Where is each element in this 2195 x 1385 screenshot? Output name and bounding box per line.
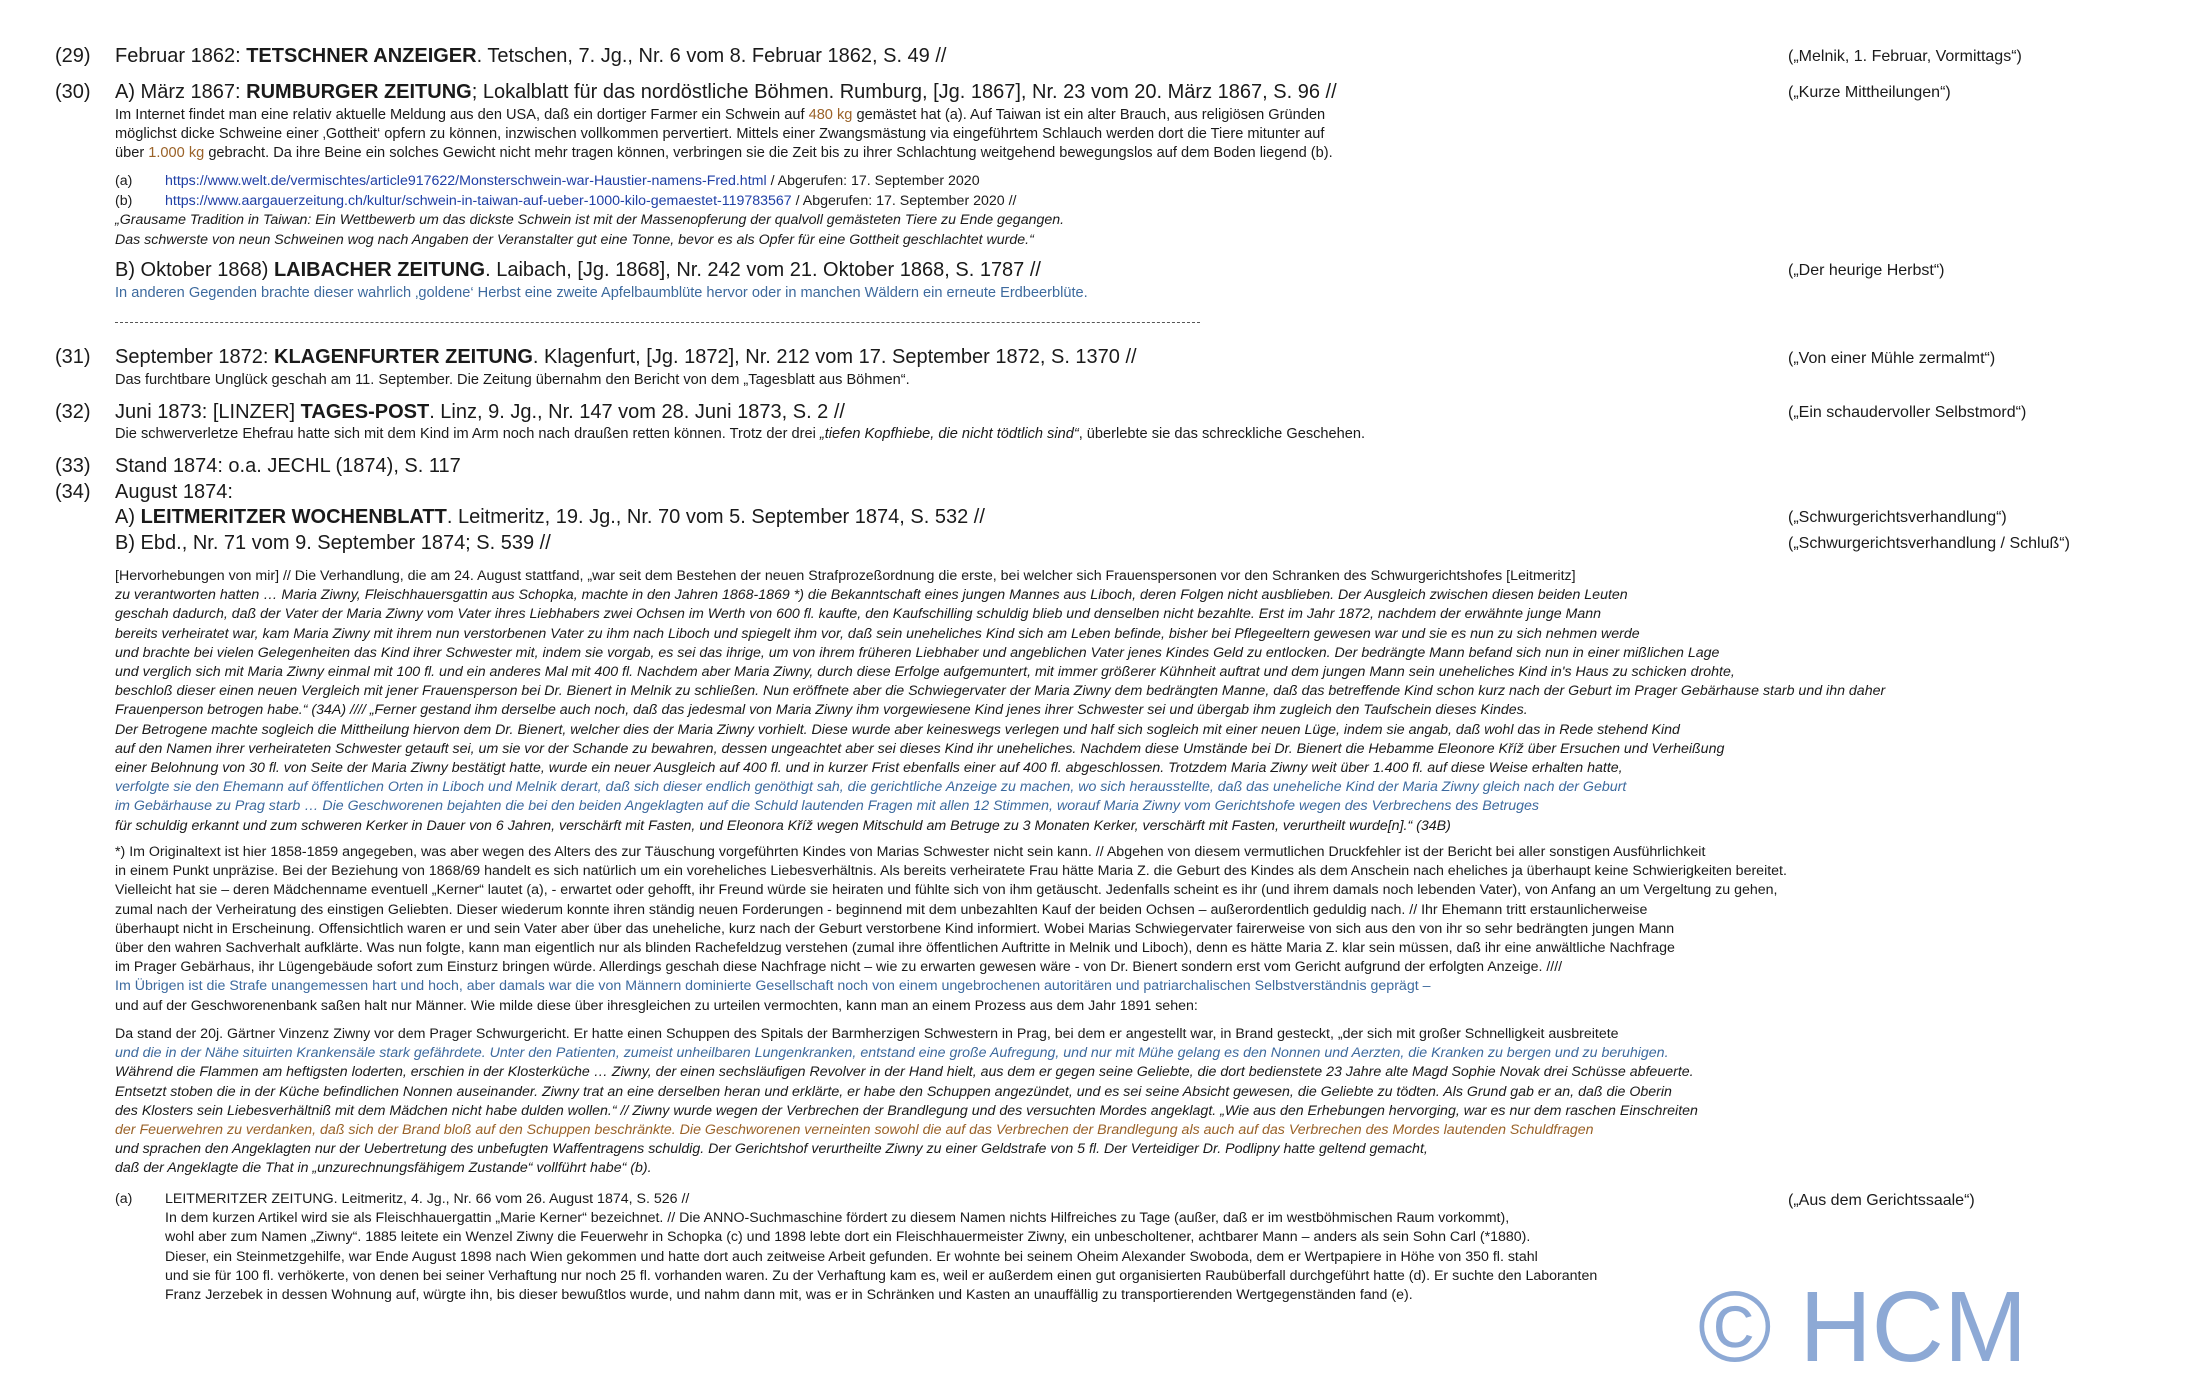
reference-link[interactable]: https://www.welt.de/vermischtes/article917622/Monsterschwein-war-Haustier-namens-Fred.html <box>165 173 767 189</box>
text-line: und verglich sich mit Maria Ziwny einmal mit 100 fl. und ein anderes Mal mit 400 fl. Nachdem aber Maria Ziwny, durch diese Erfolge aufgemuntert, mit immer größerer Kühnheit auftrat und dem jungen Mann sein uneheliches Kind in's Haus zu schicken drohte, <box>115 664 1735 681</box>
text-line: im Gebärhause zu Prag starb … Die Geschworenen bejahten die bei den beiden Angeklagten auf die Schuld lautenden Fragen mit allen 12 Stimmen, worauf Maria Ziwny vom Gerichtshofe wegen des Verbrechens des Betruges <box>115 798 1540 815</box>
footnote-label: (a) <box>115 1191 133 1207</box>
text-line: Während die Flammen am heftigsten loderten, erschien in der Klosterküche … Ziwny, der einen sechsläufigen Revolver in der Hand hielt, aus dem er gegen seine Geliebte, die dort bedienstete 23 Jahre alte Magd Sophie Novak drei Schüsse abfeuerte. <box>115 1064 1694 1081</box>
text-line: Da stand der 20j. Gärtner Vinzenz Ziwny vor dem Prager Schwurgericht. Er hatte einen Schuppen des Spitals der Barmherzigen Schwestern in Prag, bei dem er angestellt war, in Brand gesteckt, „der sich mit großer Schnelligkeit ausbreitete <box>115 1026 1619 1042</box>
reference-link[interactable]: https://www.aargauerzeitung.ch/kultur/schwein-in-taiwan-auf-ueber-1000-kilo-gemaestet-119783567 <box>165 192 792 209</box>
article-title: („Kurze Mittheilungen“) <box>1788 84 1951 101</box>
entry-body: Das furchtbare Unglück geschah am 11. September. Die Zeitung übernahm den Bericht von dem „Tagesblatt aus Böhmen“. <box>115 372 910 388</box>
text-line: überhaupt nicht in Erscheinung. Offensichtlich waren er und sein Vater aber über das uneheliche, kurz nach der Geburt verstorbene Kind informiert. Wobei Marias Schwiegervater fairerweise von sich aus den von ihr so sehr bedrängten jungen Mann <box>115 920 1675 937</box>
article-title: („Der heurige Herbst“) <box>1788 262 1945 279</box>
entry-number: (29) <box>55 45 91 67</box>
entry-heading: A) März 1867: RUMBURGER ZEITUNG; Lokalblatt für das nordöstliche Böhmen. Rumburg, [Jg. 1867], Nr. 23 vom 20. März 1867, S. 96 // <box>115 81 1337 103</box>
text-line: und sie für 100 fl. verhökerte, von denen bei seiner Verhaftung nur noch 25 fl. vorhanden waren. Zu der Verhaftung kam es, weil er außerdem einen gut organisierten Raubüberfall durchgeführt hatte (d). Er suchte den Laboranten <box>165 1267 1598 1284</box>
article-title: („Ein schaudervoller Selbstmord“) <box>1788 404 2027 421</box>
newspaper-title: LEITMERITZER WOCHENBLATT <box>140 506 447 528</box>
court-report <box>115 567 1885 836</box>
text-line: Frauenperson betrogen habe.“ (34A) //// „Ferner gestand ihm derselbe auch noch, daß das jedesmal von Maria Ziwny ihm vorgewiesene Kind jenes ihrer Schwester sei und übergab ihm zugleich den Taufschein dieses Kindes. <box>115 702 1528 719</box>
quote-line: „Grausame Tradition in Taiwan: Ein Wettbewerb um das dickste Schwein ist mit der Massenopferung der qualvoll gemästeten Tiere zu Ende gegangen. <box>115 212 1065 228</box>
newspaper-title: RUMBURGER ZEITUNG <box>246 81 472 103</box>
entry-heading: Februar 1862: TETSCHNER ANZEIGER. Tetschen, 7. Jg., Nr. 6 vom 8. Februar 1862, S. 49 // <box>115 45 947 67</box>
text-line: [Hervorhebungen von mir] // Die Verhandlung, die am 24. August stattfand, „war seit dem Bestehen der neuen Strafprozeßordnung die erste, bei welcher sich Frauenspersonen vor den Schranken des Schwurgerichtshofes [Leitmeritz] <box>115 568 1576 584</box>
entry-heading: Juni 1873: [LINZER] TAGES-POST. Linz, 9. Jg., Nr. 147 vom 28. Juni 1873, S. 2 // <box>115 401 845 423</box>
article-title: („Von einer Mühle zermalmt“) <box>1788 350 1996 367</box>
commentary <box>115 843 1787 1016</box>
newspaper-title: LAIBACHER ZEITUNG <box>273 259 486 281</box>
article-title: („Aus dem Gerichtssaale“) <box>1788 1192 1975 1209</box>
text-line: für schuldig erkannt und zum schweren Kerker in Dauer von 6 Jahren, verschärft mit Fasten, und Eleonora Kříž wegen Mitschuld am Betruge zu 3 Monaten Kerker, verschärft mit Fasten, verurtheilt wurde[n].“ (34B) <box>115 817 1451 834</box>
text-line: und die in der Nähe situirten Krankensäle stark gefährdete. Unter den Patienten, zumeist unheilbaren Lungenkranken, entstand eine große Aufregung, und nur mit Mühe gelang es den Nonnen und Aerzten, die Kranken zu bergen und zu beruhigen. <box>115 1045 1669 1062</box>
entry-number: (32) <box>55 401 91 423</box>
text-line: und auf der Geschworenenbank saßen halt nur Männer. Wie milde diese über ihresgleichen zu urteilen vermochten, kann man an einem Prozess aus dem Jahr 1891 sehen: <box>115 997 1198 1014</box>
reference-item: (a) https://www.welt.de/vermischtes/article917622/Monsterschwein-war-Haustier-namens-Fred.html / Abgerufen: 17. September 2020 <box>115 173 980 189</box>
newspaper-title: KLAGENFURTER ZEITUNG <box>274 346 533 368</box>
separator <box>115 322 1200 323</box>
newspaper-title: TAGES-POST <box>300 401 430 423</box>
footnote-block <box>115 1190 1597 1305</box>
quote-line: Das schwerste von neun Schweinen wog nach Angaben der Veranstalter gut eine Tonne, bevor es als Opfer für eine Gottheit geschlachtet wurde.“ <box>115 231 1034 248</box>
footnote-heading: LEITMERITZER ZEITUNG. Leitmeritz, 4. Jg., Nr. 66 vom 26. August 1874, S. 526 // <box>165 1191 690 1207</box>
text-line: der Feuerwehren zu verdanken, daß sich der Brand bloß auf den Schuppen beschränkte. Die Geschworenen verneinten sowohl die auf das Verbrechen der Brandlegung als auch auf das Verbrechen des Mordes lautenden Schuldfragen <box>115 1122 1594 1139</box>
text-line: In dem kurzen Artikel wird sie als Fleischhauergattin „Marie Kerner“ bezeichnet. // Die ANNO-Suchmaschine fördert zu diesem Namen nichts Hilfreiches zu Tage (außer, daß er im westböhmischen Raum vorkommt), <box>165 1210 1510 1227</box>
text-line: beschloß dieser einen neuen Vergleich mit jener Frauensperson bei Dr. Bienert in Melnik zu schließen. Nun eröffnete aber die Schwiegervater der Maria Ziwny dem bedrängten Manne, daß das betreffende Kind schon kurz nach der Geburt im Prager Gebärhause starb und ihn daher <box>115 683 1886 700</box>
entry-number: (33) <box>55 455 91 477</box>
text-line: Entsetzt stoben die in der Küche befindlichen Nonnen auseinander. Ziwny trat an eine derselben heran und erklärte, er habe den Schuppen angezündet, und es sei seine Absicht gewesen, die Geliebte zu tödten. Als Grund gab er an, daß die Oberin <box>115 1083 1672 1100</box>
text-line: verfolgte sie den Ehemann auf öffentlichen Orten in Liboch und Melnik derart, daß sich dieser endlich genöthigt sah, die gerichtliche Anzeige zu machen, wo sich herausstellte, daß das uneheliche Kind der Maria Ziwny gleich nach der Geburt <box>115 779 1627 796</box>
text-line: wohl aber zum Namen „Ziwny“. 1885 leitete ein Wenzel Ziwny die Feuerwehr in Schopka (c) und 1898 lebte dort ein Fleischhauermeister Ziwny, ein unbescholtener, achtbarer Mann – anders als sein Sohn Carl (*1880). <box>165 1229 1531 1246</box>
text-line: des Klosters sein Liebesverhältniß mit dem Mädchen nicht habe dulden wollen.“ // Ziwny wurde wegen der Verbrechen der Brandlegung und des versuchten Mordes angeklagt. „Wie aus den Erhebungen hervorging, war es nur dem raschen Einschreiten <box>115 1102 1698 1119</box>
text-line: zu verantworten hatten … Maria Ziwny, Fleischhauersgattin aus Schopka, machte in den Jahren 1868-1869 *) die Bekanntschaft eines jungen Mannes aus Liboch, deren Folgen nicht ausblieben. Der Ausgleich zwischen diesen beiden Leuten <box>115 587 1628 604</box>
text-line: einer Belohnung von 30 fl. von Seite der Maria Ziwny bestätigt hatte, wurde ein neuer Ausgleich auf 400 fl. und in kurzer Frist ebenfalls einer auf 400 fl. abgeschlossen. Trotzdem Maria Ziwny weit über 1.400 fl. auf diese Weise erhalten hatte, <box>115 760 1623 777</box>
text-line: zumal nach der Verheiratung des einstigen Geliebten. Dieser wiederum konnte ihren ständig neuen Forderungen - beginnend mit dem unbezahlten Kauf der beiden Ochsen – außerordentlich geduldig nach. // Ihr Ehemann tritt erstaunlicherweise <box>115 901 1648 918</box>
text-line: geschah dadurch, daß der Vater der Maria Ziwny vom Vater ihres Liebhabers zwei Ochsen im Werth von 600 fl. kaufte, den Kaufschilling schuldig blieb und denselben nicht bezahlte. Erst im Jahr 1872, nachdem der erwähnte junge Mann <box>115 606 1602 623</box>
reference-list <box>115 172 1064 250</box>
text-line: daß der Angeklagte die That in „unzurechnungsfähigem Zustande“ vollführt habe“ (b). <box>115 1160 652 1177</box>
text-line: und brachte bei vielen Gelegenheiten das Kind ihrer Schwester mit, indem sie vorgab, es sei das ihrige, um von ihrem früheren Liebhaber und angeblichen Vater jenes Kindes Geld zu entlocken. Der bedrängte Mann befand sich nun in einer mißlichen Lage <box>115 644 1720 661</box>
text-line: Dieser, ein Steinmetzgehilfe, war Ende August 1898 nach Wien gekommen und hatte dort auch zeitweise Arbeit gefunden. Er wohnte bei seinem Oheim Alexander Swoboda, dem er Wertpapiere in Höhe von 350 fl. stahl <box>165 1248 1538 1265</box>
article-title: („Schwurgerichtsverhandlung“) <box>1788 509 2007 526</box>
text-line: *) Im Originaltext ist hier 1858-1859 angegeben, was aber wegen des Alters des zur Täuschung vorgeführten Kindes von Marias Schwester nicht sein kann. // Abgehen von diesem vermutlichen Druckfehler ist der Bericht bei aller sonstigen Ausführlichkeit <box>115 844 1706 860</box>
text-line: und sprachen den Angeklagten nur der Uebertretung des unbefugten Waffentragens schuldig. Der Gerichtshof verurtheilte Ziwny zu einer Geldstrafe von 5 fl. Der Verteidiger Dr. Podlipny hatte geltend gemacht, <box>115 1141 1428 1158</box>
reference-item: (b) https://www.aargauerzeitung.ch/kultur/schwein-in-taiwan-auf-ueber-1000-kilo-gemaestet-119783567 / Abgerufen: 17. September 2020 // <box>115 192 1017 209</box>
comparison-case <box>115 1025 1698 1179</box>
entry-heading: August 1874: <box>115 481 233 503</box>
text-line: über den wahren Sachverhalt aufklärte. Was nun folgte, kann man eigentlich nur als blinden Rachefeldzug verstehen (zumal ihre öffentlichen Auftritte in Melnik und Liboch), denn es hätte Maria Z. klar sein müssen, daß ihr eine anwältliche Nachfrage <box>115 940 1675 957</box>
entry-body: In anderen Gegenden brachte dieser wahrlich ‚goldene‘ Herbst eine zweite Apfelbaumblüte hervor oder in manchen Wäldern ein erneute Erdbeerblüte. <box>115 285 1088 301</box>
entry-body: Im Internet findet man eine relativ aktuelle Meldung aus den USA, daß ein dortiger Farmer ein Schwein auf 480 kg gemästet hat (a). Auf Taiwan ist ein alter Brauch, aus religiösen Gründen möglichst dicke Schweine einer ‚Gottheit‘ opfern zu können, inzwischen vollkommen pervertiert. Mittels einer Zwangsmästung via eingeführtem Schlauch werden dort die Tiere mitunter auf über 1.000 kg gebracht. Da ihre Beine ein solches Gewicht nicht mehr tragen können, verbringen sie die Zeit bis zu ihrer Schlachtung weitgehend bewegungslos auf dem Boden liegend (b). <box>115 107 1333 162</box>
text-line: Der Betrogene machte sogleich die Mittheilung hiervon dem Dr. Bienert, welcher dies der Maria Ziwny vorhielt. Diese wurde aber keineswegs verlegen und half sich sogleich mit einer neuen Lüge, indem sie angab, daß wohl das in Rede stehend Kind <box>115 721 1680 738</box>
article-title: („Melnik, 1. Februar, Vormittags“) <box>1788 48 2022 65</box>
text-line: Vielleicht hat sie – deren Mädchenname eventuell „Kerner“ lautet (a), - erwartet oder gehofft, ihr Freund würde sie heiraten und fühlte sich von ihm getäuscht. Jedenfalls scheint es ihr (und ihrem damals noch lebenden Vater), von Anfang an um Vergeltung zu gehen, <box>115 882 1778 899</box>
text-line: Im Übrigen ist die Strafe unangemessen hart und hoch, aber damals war die von Männern dominierte Gesellschaft noch von einem ungebrochenen autoritären und patriarchalischen Selbstverständnis geprägt – <box>115 978 1431 995</box>
text-line: im Prager Gebärhaus, ihr Lügengebäude sofort zum Einsturz bringen würde. Allerdings geschah diese Nachfrage nicht – wie zu erwarten gewesen wäre - von Dr. Bienert sondern erst vom Gericht aufgrund der erfolgten Anzeige. //// <box>115 959 1563 976</box>
copyright-watermark: © HCM <box>1698 1271 2028 1383</box>
entry-heading: September 1872: KLAGENFURTER ZEITUNG. Klagenfurt, [Jg. 1872], Nr. 212 vom 17. September 1872, S. 1370 // <box>115 346 1137 368</box>
article-title: („Schwurgerichtsverhandlung / Schluß“) <box>1788 535 2070 552</box>
text-line: bereits verheiratet war, kam Maria Ziwny mit ihrem nun verstorbenen Vater zu ihm nach Liboch und spiegelt ihm vor, daß sein uneheliches Kind sich am Leben befinde, bisher bei Pflegeeltern gewesen war und sie es nun zu sich nehmen werde <box>115 625 1640 642</box>
entry-number: (30) <box>55 81 91 103</box>
text-line: auf den Namen ihrer verheirateten Schwester getauft sei, um sie vor der Schande zu bewahren, dessen ungeachtet aber sei dieses Kind ihr uneheliches. Nachdem diese Umstände bei Dr. Bienert die Hebamme Eleonore Kříž über Ersuchen und Verheißung <box>115 740 1725 757</box>
entry-number: (31) <box>55 346 91 368</box>
entry-heading: B) Ebd., Nr. 71 vom 9. September 1874; S. 539 // <box>115 532 551 554</box>
entry-heading: A) LEITMERITZER WOCHENBLATT. Leitmeritz, 19. Jg., Nr. 70 vom 5. September 1874, S. 532 // <box>115 506 985 528</box>
newspaper-title: TETSCHNER ANZEIGER <box>246 45 477 67</box>
entry-heading: Stand 1874: o.a. JECHL (1874), S. 117 <box>115 455 461 477</box>
entry-number: (34) <box>55 481 91 503</box>
entry-body: Die schwerverletze Ehefrau hatte sich mit dem Kind im Arm noch nach draußen retten können. Trotz der drei „tiefen Kopfhiebe, die nicht tödtlich sind“, überlebte sie das schreckliche Geschehen. <box>115 426 1366 442</box>
entry-heading: B) Oktober 1868) LAIBACHER ZEITUNG. Laibach, [Jg. 1868], Nr. 242 vom 21. Oktober 1868, S. 1787 // <box>115 259 1041 281</box>
text-line: Franz Jerzebek in dessen Wohnung auf, würgte ihn, bis dieser bewußtlos wurde, und nahm dann mit, was er in Schränken und Kasten an unauffällig zu transportierenden Wertgegenständen fand (e). <box>165 1287 1413 1304</box>
text-line: in einem Punkt unpräzise. Bei der Beziehung von 1868/69 handelt es sich natürlich um ein voreheliches Liebesverhältnis. Als bereits verheiratete Frau hätte Maria Z. die Geburt des Kindes als dem Anschein nach eheliches ja überhaupt keine Schwierigkeiten bereitet. <box>115 863 1787 880</box>
